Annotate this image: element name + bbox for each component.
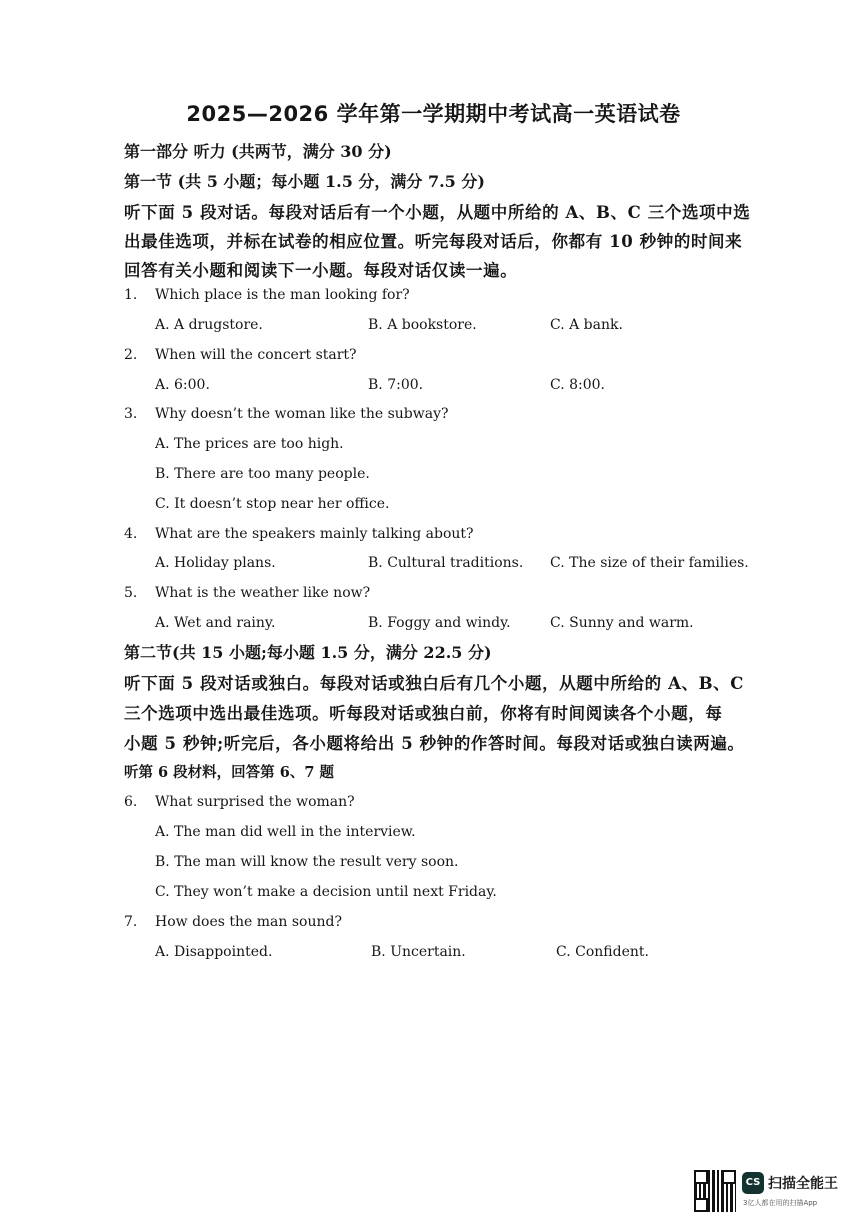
question-5 <box>124 585 370 601</box>
question-text: Which place is the man looking for? <box>155 287 410 303</box>
option-a: A. 6:00. <box>155 377 210 393</box>
option-b: B. 7:00. <box>368 377 424 393</box>
question-text: Why doesn’t the woman like the subway? <box>155 406 449 422</box>
option-c: C. It doesn’t stop near her office. <box>155 496 390 512</box>
option-a: A. The prices are too high. <box>155 436 344 452</box>
option-c: C. Sunny and warm. <box>550 615 694 631</box>
section2-instruction-line: 三个选项中选出最佳选项。听每段对话或独白前，你将有时间阅读各个小题，每 <box>124 704 723 723</box>
section2-instruction-line: 小题 5 秒钟;听完后，各小题将给出 5 秒钟的作答时间。每段对话或独白读两遍。 <box>124 734 745 753</box>
option-b: B. There are too many people. <box>155 466 370 482</box>
option-a: A. Holiday plans. <box>155 555 276 571</box>
question-text: When will the concert start? <box>155 347 357 363</box>
option-b: B. Foggy and windy. <box>368 615 511 631</box>
option-b: B. Uncertain. <box>371 944 466 960</box>
option-c: C. They won’t make a decision until next Friday. <box>155 884 497 900</box>
question-text: What is the weather like now? <box>155 585 371 601</box>
option-a: A. The man did well in the interview. <box>155 824 416 840</box>
section1-instruction-line: 回答有关小题和阅读下一小题。每段对话仅读一遍。 <box>124 261 518 280</box>
option-a: A. A drugstore. <box>155 317 263 333</box>
option-a: A. Disappointed. <box>155 944 273 960</box>
option-c: C. Confident. <box>556 944 649 960</box>
option-c: C. The size of their families. <box>550 555 749 571</box>
section1-instruction-line: 听下面 5 段对话。每段对话后有一个小题，从题中所给的 A、B、C 三个选项中选 <box>124 203 751 222</box>
question-4 <box>124 526 474 542</box>
question-text: How does the man sound? <box>155 914 342 930</box>
question-number: 2. <box>124 347 138 363</box>
question-6 <box>124 794 355 810</box>
exam-title: 2025—2026 学年第一学期期中考试高一英语试卷 <box>186 102 681 126</box>
scanner-watermark <box>694 1170 854 1216</box>
option-b: B. A bookstore. <box>368 317 477 333</box>
option-c: C. A bank. <box>550 317 623 333</box>
app-tagline: 3亿人都在用的扫描App <box>743 1199 818 1207</box>
material-label: 听第 6 段材料，回答第 6、7 题 <box>124 764 334 781</box>
question-text: What surprised the woman? <box>155 794 355 810</box>
question-number: 3. <box>124 406 138 422</box>
question-number: 1. <box>124 287 138 303</box>
option-a: A. Wet and rainy. <box>155 615 276 631</box>
question-text: What are the speakers mainly talking about? <box>155 526 474 542</box>
option-c: C. 8:00. <box>550 377 606 393</box>
part1-heading: 第一部分 听力 (共两节，满分 30 分) <box>124 142 392 161</box>
question-number: 5. <box>124 585 138 601</box>
section1-instruction-line: 出最佳选项，并标在试卷的相应位置。听完每段对话后，你都有 10 秒钟的时间来 <box>124 232 743 251</box>
question-1 <box>124 287 410 303</box>
camscanner-logo-icon: CS <box>742 1172 764 1194</box>
question-number: 7. <box>124 914 138 930</box>
question-number: 6. <box>124 794 138 810</box>
question-2 <box>124 347 357 363</box>
option-b: B. Cultural traditions. <box>368 555 524 571</box>
question-number: 4. <box>124 526 138 542</box>
app-name: 扫描全能王 <box>768 1176 838 1192</box>
section2-instruction-line: 听下面 5 段对话或独白。每段对话或独白后有几个小题，从题中所给的 A、B、C <box>124 674 744 693</box>
section2-heading: 第二节(共 15 小题;每小题 1.5 分，满分 22.5 分) <box>124 643 492 662</box>
qr-code-icon <box>694 1170 736 1212</box>
question-7 <box>124 914 342 930</box>
question-3 <box>124 406 449 422</box>
section1-heading: 第一节 (共 5 小题；每小题 1.5 分，满分 7.5 分) <box>124 172 485 191</box>
option-b: B. The man will know the result very soon. <box>155 854 459 870</box>
